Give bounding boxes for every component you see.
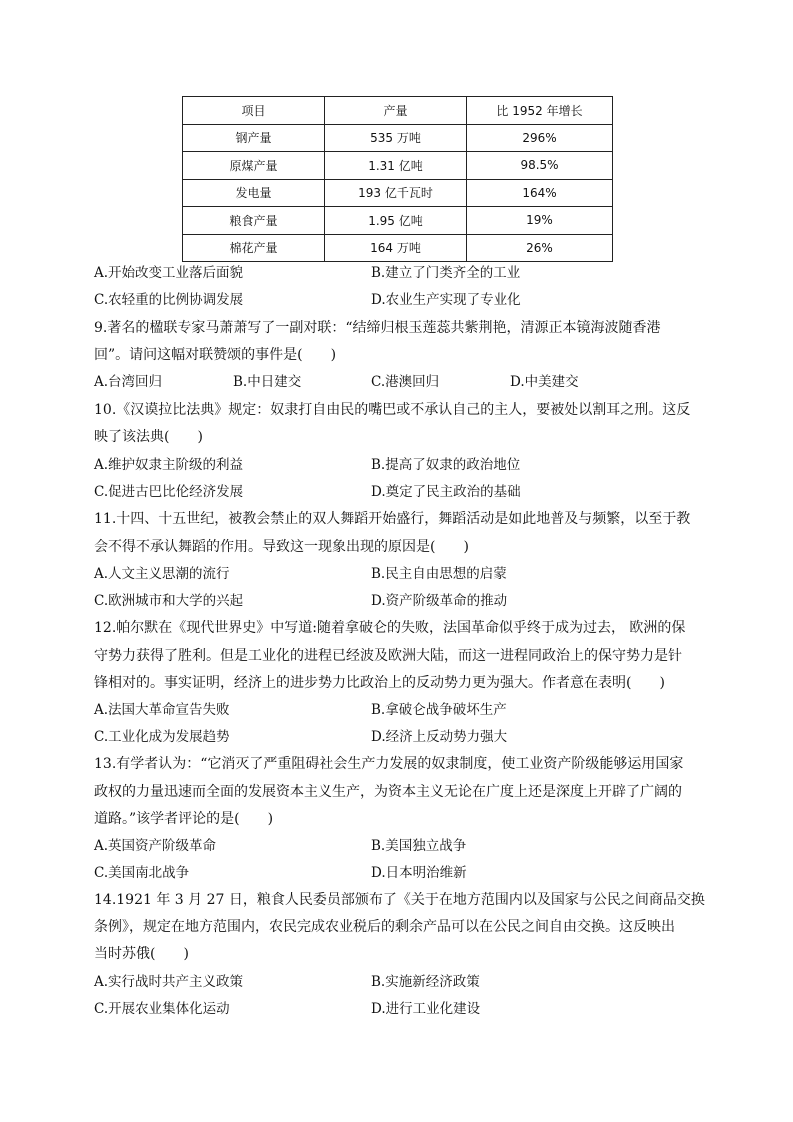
- table-row: [183, 234, 613, 262]
- table-header: 比 1952 年增长: [467, 97, 613, 125]
- q9-stem-line: 回”。请问这幅对联赞颂的事件是( ): [94, 347, 337, 363]
- q13-option-b: B.美国独立战争: [371, 838, 467, 854]
- q11-option-c: C.欧洲城市和大学的兴起: [94, 593, 244, 609]
- table-row: [183, 207, 613, 235]
- q8-option-c: C.农轻重的比例协调发展: [94, 292, 244, 308]
- table-header: 项目: [183, 97, 325, 125]
- q12-option-c: C.工业化成为发展趋势: [94, 729, 230, 745]
- production-table: [182, 96, 613, 262]
- table-cell: 发电量: [183, 179, 325, 207]
- table-row: [183, 179, 613, 207]
- q11-option-a: A.人文主义思潮的流行: [94, 566, 230, 582]
- table-cell: 1.31 亿吨: [325, 152, 467, 180]
- table-header-row: [183, 97, 613, 125]
- table-cell: 296%: [467, 124, 613, 152]
- table-header: 产量: [325, 97, 467, 125]
- table-cell: 193 亿千瓦时: [325, 179, 467, 207]
- table-cell: 原煤产量: [183, 152, 325, 180]
- q13-stem-line: 13.有学者认为：“它消灭了严重阻碍社会生产力发展的奴隶制度，使工业资产阶级能够运用国家: [94, 756, 684, 772]
- table-cell: 棉花产量: [183, 234, 325, 262]
- table-row: [183, 124, 613, 152]
- q14-option-b: B.实施新经济政策: [371, 974, 480, 990]
- table-cell: 1.95 亿吨: [325, 207, 467, 235]
- q12-stem-line: 12.帕尔默在《现代世界史》中写道:随着拿破仑的失败，法国革命似乎终于成为过去， 欧洲的保: [94, 620, 686, 636]
- q9-option-d: D.中美建交: [510, 374, 579, 390]
- q11-stem-line: 11.十四、十五世纪，被教会禁止的双人舞蹈开始盛行，舞蹈活动是如此地普及与频繁，以至于教: [94, 511, 691, 527]
- q14-option-d: D.进行工业化建设: [371, 1001, 481, 1017]
- q13-option-c: C.美国南北战争: [94, 865, 190, 881]
- q11-stem-line: 会不得不承认舞蹈的作用。导致这一现象出现的原因是( ): [94, 539, 469, 555]
- table-cell: 98.5%: [467, 152, 613, 180]
- table-cell: 26%: [467, 234, 613, 262]
- q10-option-a: A.维护奴隶主阶级的利益: [94, 457, 244, 473]
- q13-stem-line: 道路。”该学者评论的是( ): [94, 811, 274, 827]
- q12-stem-line: 锋相对的。事实证明，经济上的进步势力比政治上的反动势力更为强大。作者意在表明( ): [94, 675, 665, 691]
- q14-stem-line: 14.1921 年 3 月 27 日，粮食人民委员部颁布了《关于在地方范围内以及国家与公民之间商品交换: [94, 892, 705, 908]
- q14-option-a: A.实行战时共产主义政策: [94, 974, 244, 990]
- q11-option-d: D.资产阶级革命的推动: [371, 593, 508, 609]
- q8-option-d: D.农业生产实现了专业化: [371, 292, 521, 308]
- q9-option-a: A.台湾回归: [94, 374, 163, 390]
- q10-option-d: D.奠定了民主政治的基础: [371, 484, 521, 500]
- q12-option-a: A.法国大革命宣告失败: [94, 702, 230, 718]
- table-cell: 钢产量: [183, 124, 325, 152]
- q8-option-b: B.建立了门类齐全的工业: [371, 265, 521, 281]
- table-row: [183, 152, 613, 180]
- q10-stem-line: 10.《汉谟拉比法典》规定：奴隶打自由民的嘴巴或不承认自己的主人，要被处以割耳之刑。这反: [94, 402, 691, 418]
- q10-option-c: C.促进古巴比伦经济发展: [94, 484, 244, 500]
- table-cell: 19%: [467, 207, 613, 235]
- q12-option-b: B.拿破仑战争破坏生产: [371, 702, 507, 718]
- q12-option-d: D.经济上反动势力强大: [371, 729, 508, 745]
- q10-option-b: B.提高了奴隶的政治地位: [371, 457, 521, 473]
- table-cell: 粮食产量: [183, 207, 325, 235]
- table-cell: 164 万吨: [325, 234, 467, 262]
- q8-option-a: A.开始改变工业落后面貌: [94, 265, 244, 281]
- q9-stem-line: 9.著名的楹联专家马萧萧写了一副对联：“结缔归根玉莲蕊共紫荆艳，清源正本镜海波随香港: [94, 320, 661, 336]
- q12-stem-line: 守势力获得了胜利。但是工业化的进程已经波及欧洲大陆，而这一进程同政治上的保守势力是针: [94, 648, 682, 664]
- q13-option-d: D.日本明治维新: [371, 865, 467, 881]
- q14-stem-line: 当时苏俄( ): [94, 946, 189, 962]
- q13-option-a: A.英国资产阶级革命: [94, 838, 217, 854]
- table-cell: 164%: [467, 179, 613, 207]
- q10-stem-line: 映了该法典( ): [94, 429, 203, 445]
- q14-option-c: C.开展农业集体化运动: [94, 1001, 230, 1017]
- q9-option-b: B.中日建交: [233, 374, 302, 390]
- q9-option-c: C.港澳回归: [371, 374, 440, 390]
- q14-stem-line: 条例》，规定在地方范围内，农民完成农业税后的剩余产品可以在公民之间自由交换。这反映出: [94, 919, 675, 935]
- q13-stem-line: 政权的力量迅速而全面的发展资本主义生产，为资本主义无论在广度上还是深度上开辟了广阔的: [94, 784, 682, 800]
- table-cell: 535 万吨: [325, 124, 467, 152]
- q11-option-b: B.民主自由思想的启蒙: [371, 566, 507, 582]
